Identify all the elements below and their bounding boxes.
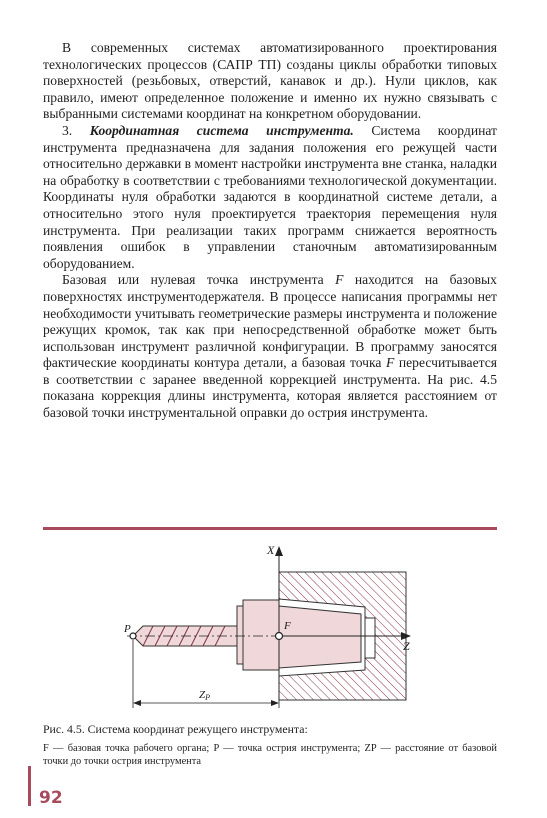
point-p-marker [130,633,136,639]
point-f-marker [276,633,283,640]
figure-4-5 [43,540,497,720]
body-text [43,40,497,422]
paragraph-1: В современных системах автоматизированного проектирования технологических процессов (САПР ТП) созданы циклы обработки типовых поверхностей (резьбовых, отверстий, канавок и др.). Нули циклов, как правило, имеют определенное положение и именно их нужно связывать с выбранными системами координат на конкретном оборудовании. [43,40,497,122]
z-axis-label: Z [403,639,410,653]
paragraph-2 [43,123,497,272]
paragraph-3-var-f2: F [386,355,395,371]
tool-flange [243,600,279,670]
tool-flange-small [237,606,243,664]
paragraph-2-number: 3. [62,122,73,138]
paragraph-2-lead: Координатная система инструмента. [89,122,354,138]
point-p-label: P [124,623,131,635]
figure-caption [43,722,497,768]
figure-top-rule [43,527,497,530]
paragraph-3-post: пересчитывается в соответствии с заранее введенной коррекцией инструмента. На рис. 4.5 показана коррекция длины инструмента, которая является расстоянием от базовой точки инструментальной оправки до острия инструмента. [43,355,497,421]
dim-arrow-left [133,700,141,706]
page-side-rule [28,766,31,806]
paragraph-3 [43,272,497,421]
paragraph-2-text: Система координат инструмента предназначена для задания положения его режущей части относительно державки в момент настройки инструмента вне станка, наладки на обработку в соответствии с требованиями технологической документации. Координаты нуля обработки задаются в координатной системе детали, а относительно этого нуля проектируется траектория перемещения нуля инструмента. При реализации таких программ снижается вероятность появления ошибок в управлении станочным автоматизированным оборудованием. [43,122,497,271]
tool-coordinate-diagram [43,540,497,720]
dim-arrow-right [271,700,279,706]
paragraph-3-var-f1: F [335,272,344,288]
paragraph-3-mid: находится на базовых поверхностях инструментодержателя. В процессе написания программы нет необходимости учитывать геометрические размеры инструмента и положение режущих кромок, так как при непосредственной обработке может быть использован инструмент различной конфигурации. В программу заносятся фактические координаты контура детали, а базовая точка [43,272,497,371]
tool-taper [279,606,361,668]
zp-label: ZP [199,689,211,702]
x-axis-arrow [275,546,283,556]
point-f-label: F [284,620,291,632]
page-number: 92 [39,788,63,808]
caption-legend: F — базовая точка рабочего органа; P — точка острия инструмента; ZP — расстояние от базовой точки до точки острия инструмента [43,743,497,767]
caption-title: Рис. 4.5. Система координат режущего инструмента: [43,722,308,736]
paragraph-3-pre: Базовая или нулевая точка инструмента [62,272,324,288]
x-axis-label: X [267,543,275,557]
